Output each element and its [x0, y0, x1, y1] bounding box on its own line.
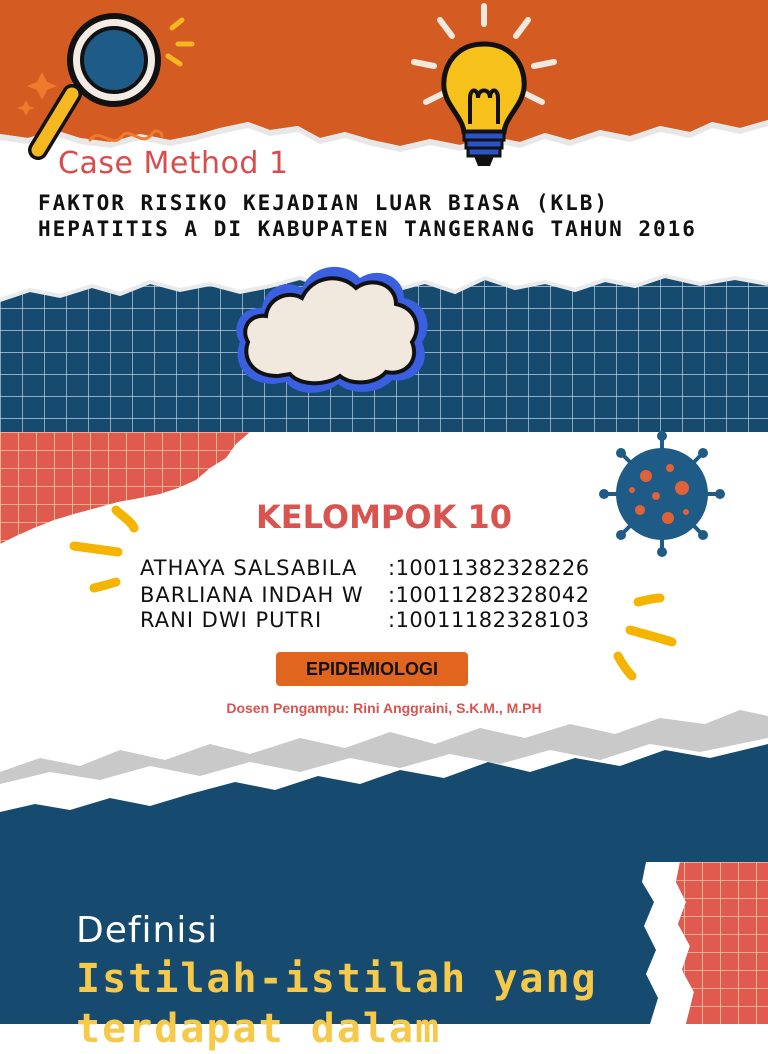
slide-group — [0, 432, 768, 862]
cloud-icon — [226, 252, 440, 402]
member-name: RANI DWI PUTRI — [140, 608, 323, 632]
case-method-subtitle: Case Method 1 — [58, 146, 289, 181]
slide-cover — [0, 0, 768, 432]
member-name: ATHAYA SALSABILA — [140, 556, 358, 580]
lightbulb-icon — [404, 2, 564, 182]
lecturer-text: Dosen Pengampu: Rini Anggraini, S.K.M., M.PH — [226, 700, 542, 716]
presentation-title: FAKTOR RISIKO KEJADIAN LUAR BIASA (KLB) HEPATITIS A DI KABUPATEN TANGERANG TAHUN 2016 — [38, 191, 697, 241]
virus-icon — [596, 432, 728, 556]
member-name: BARLIANA INDAH W — [140, 583, 364, 607]
course-badge: EPIDEMIOLOGI — [276, 652, 468, 686]
member-id: :10011282328042 — [388, 583, 590, 607]
member-id: :10011182328103 — [388, 608, 590, 632]
definition-label: Definisi — [76, 910, 219, 951]
member-id: :10011382328226 — [388, 556, 590, 580]
slide-definition — [0, 862, 768, 1052]
member-row — [140, 608, 640, 636]
member-row — [140, 556, 640, 584]
group-title: KELOMPOK 10 — [255, 498, 513, 536]
member-row — [140, 583, 640, 611]
definition-heading: Istilah-istilah yang terdapat dalam — [76, 956, 598, 1052]
